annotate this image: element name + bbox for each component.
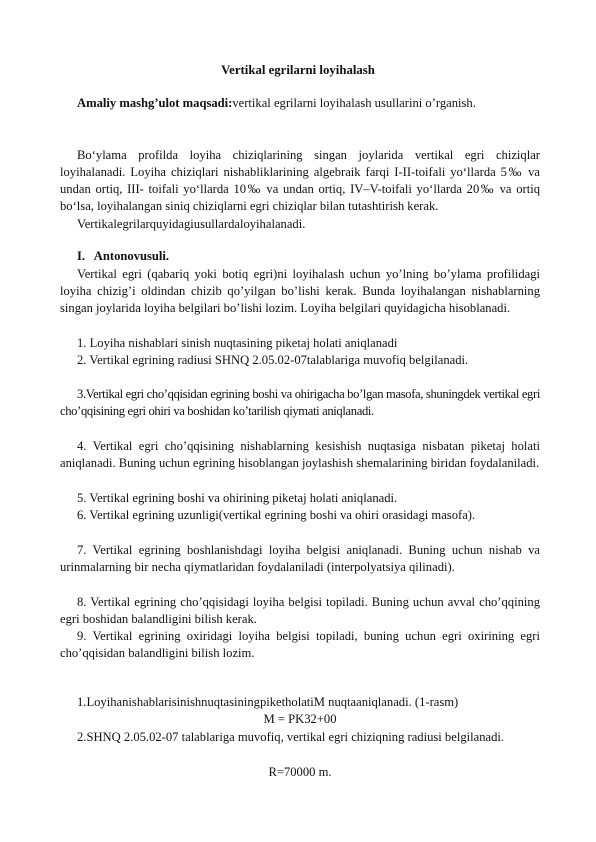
worked-step-1: 1.LoyihanishablarisinishnuqtasiningpiketholatiM nuqtaaniqlanadi. (1-rasm) bbox=[77, 695, 459, 709]
aim-label: Amaliy mashg’ulot maqsadi: bbox=[77, 96, 233, 110]
worked-step-2: 2.SHNQ 2.05.02-07 talablariga muvofiq, vertikal egri chiziqning radiusi belgilanadi. bbox=[77, 730, 505, 744]
formula-picket: M = PK32+00 bbox=[263, 712, 337, 726]
step-item: 2. Vertikal egrining radiusi SHNQ 2.05.02-07talablariga muvofiq belgilanadi. bbox=[77, 353, 469, 367]
step-item: 3.Vertikal egri cho’qqisidan egrining boshi va ohirigacha bo’lgan masofa, shuningdek vertikal egri cho’qqisining egri ohiri va boshidan ko’tarilish qiymati aniqlanadi. bbox=[60, 387, 540, 419]
step-item: 9. Vertikal egrining oxiridagi loyiha belgisi topiladi, buning uchun egri oxirining egri cho’qqisidan balandligini bilish lozim. bbox=[60, 629, 540, 661]
step-item: 4. Vertikal egri cho’qqisining nishablarning kesishish nuqtasiga nisbatan piketaj holati aniqlanadi. Buning uchun egrining hisoblangan joylashish shemalarining biridan foydalaniladi. bbox=[60, 439, 540, 471]
aim-paragraph bbox=[60, 95, 540, 112]
step-item: 8. Vertikal egrining cho’qqisidagi loyiha belgisi topiladi. Buning uchun avval cho’qqining egri boshidan balandligini bilish kerak. bbox=[60, 595, 540, 627]
step-item: 7. Vertikal egrining boshlanishdagi loyiha belgisi aniqlanadi. Buning uchun nishab va urinmalarning bir necha qiymatlaridan foydalaniladi (interpolyatsiya qilinadi). bbox=[60, 543, 540, 575]
page-title: Vertikal egrilarni loyihalash bbox=[221, 63, 375, 77]
methods-line: Vertikalegrilarquyidagiusullardaloyihalanadi. bbox=[77, 217, 306, 231]
step-item: 5. Vertikal egrining boshi va ohirining piketaj holati aniqlanadi. bbox=[77, 491, 398, 505]
step-item: 1. Loyiha nishablari sinish nuqtasining piketaj holati aniqlanadi bbox=[77, 336, 398, 350]
section-heading: I. Antonovusuli. bbox=[77, 249, 170, 263]
formula-radius: R=70000 m. bbox=[268, 765, 332, 779]
step-item: 6. Vertikal egrining uzunligi(vertikal egrining boshi va ohiri orasidagi masofa). bbox=[77, 508, 476, 522]
intro-paragraph: Bo‘ylama profilda loyiha chiziqlarining singan joylarida vertikal egri chiziqlar loyihalanadi. Loyiha chiziqlari nishabliklarining algebraik farqi I-II-toifali yo‘llarda 5‰ va undan ortiq, III- toifali yo‘llarda 10‰ va undan ortiq, IV–V-toifali yo‘llarda 20‰ va ortiq bo‘lsa, loyihalangan siniq chiziqlarni egri chiziqlar bilan tutashtirish kerak. bbox=[60, 148, 540, 214]
aim-text: vertikal egrilarni loyihalash usullarini o’rganish. bbox=[232, 96, 476, 110]
section-lead-paragraph: Vertikal egri (qabariq yoki botiq egri)ni loyihalash uchun yo’lning bo’ylama profilidagi loyiha chizig’i oldindan chizib qo’yilgan bo’lishi kerak. Bunda loyihalangan nishablarning singan joylarida loyiha belgilari bo’lishi lozim. Loyiha belgilari quyidagicha hisoblanadi. bbox=[60, 267, 540, 316]
